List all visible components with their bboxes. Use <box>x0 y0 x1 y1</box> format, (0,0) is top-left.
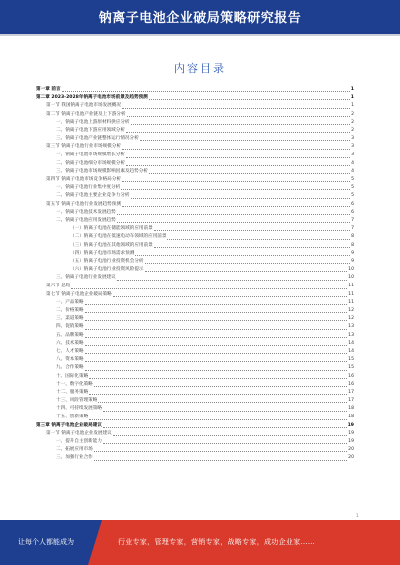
toc-leader-dots <box>126 156 350 158</box>
toc-entry[interactable] <box>36 168 354 176</box>
toc-entry-page: 7 <box>351 217 354 223</box>
toc-entry[interactable] <box>36 315 354 323</box>
toc-entry[interactable] <box>36 454 354 462</box>
toc-entry-title: 一、提升自主创新能力 <box>56 439 102 445</box>
toc-entry[interactable] <box>36 201 354 209</box>
toc-leader-dots <box>89 377 347 379</box>
toc-entry-title: 二、钠离子电池主要企业竞争力分析 <box>56 193 130 199</box>
toc-entry-page: 10 <box>348 275 354 281</box>
toc-leader-dots <box>131 123 351 125</box>
toc-leader-dots <box>154 246 350 248</box>
toc-leader-dots <box>122 180 350 182</box>
toc-entry-title: 十四、可持续发展策略 <box>56 406 102 412</box>
toc-entry-page: 10 <box>348 267 354 273</box>
report-header-bar <box>0 0 400 34</box>
toc-entry-title: 第七节 钠离子电池企业破局策略 <box>46 291 112 297</box>
table-of-contents <box>36 86 354 463</box>
toc-entry-page: 1 <box>350 95 354 101</box>
toc-entry-page: 1 <box>350 86 354 92</box>
toc-entry[interactable] <box>36 233 354 241</box>
toc-entry[interactable] <box>36 364 354 372</box>
toc-leader-dots <box>85 352 348 354</box>
toc-entry[interactable] <box>36 176 354 184</box>
toc-entry-page: 2 <box>351 111 354 117</box>
toc-entry-page: 4 <box>351 160 354 166</box>
toc-entry-title: （二）钠离子电池在低速电动车领域的应用前景 <box>70 234 167 240</box>
toc-leader-dots <box>154 229 350 231</box>
toc-entry-page: 3 <box>351 152 354 158</box>
toc-leader-dots <box>117 279 347 281</box>
toc-entry-title: （五）钠离子电池行业投资机会分析 <box>70 258 144 264</box>
toc-entry-title: 四、促销策略 <box>56 324 84 330</box>
toc-entry[interactable] <box>36 127 354 135</box>
toc-entry-page: 14 <box>348 340 354 346</box>
toc-entry[interactable] <box>36 119 354 127</box>
toc-entry-title: 七、人才策略 <box>56 348 84 354</box>
toc-entry[interactable] <box>36 152 354 160</box>
toc-entry[interactable] <box>36 283 354 291</box>
toc-entry-title: 十一、数字化策略 <box>56 381 93 387</box>
footer-slogan-left: 让每个人都能成为 <box>18 538 74 546</box>
toc-leader-dots <box>62 90 350 92</box>
toc-leader-dots <box>113 295 347 297</box>
toc-entry-page: 18 <box>348 414 354 420</box>
toc-entry-page: 9 <box>351 250 354 256</box>
toc-entry[interactable] <box>36 373 354 381</box>
toc-entry[interactable] <box>36 340 354 348</box>
toc-entry-page: 12 <box>348 316 354 322</box>
toc-entry-page: 11 <box>348 291 354 297</box>
toc-entry[interactable] <box>36 332 354 340</box>
toc-entry-page: 20 <box>348 455 354 461</box>
toc-leader-dots <box>89 418 347 420</box>
toc-leader-dots <box>98 401 347 403</box>
toc-entry[interactable] <box>36 94 354 102</box>
toc-entry[interactable] <box>36 258 354 266</box>
toc-leader-dots <box>135 254 350 256</box>
toc-entry[interactable] <box>36 438 354 446</box>
toc-entry-page: 15 <box>348 357 354 363</box>
toc-entry-page: 19 <box>348 430 354 436</box>
toc-leader-dots <box>149 172 350 174</box>
toc-entry-page: 9 <box>351 258 354 264</box>
toc-entry[interactable] <box>36 323 354 331</box>
report-title: 钠离子电池企业破局策略研究报告 <box>98 11 302 26</box>
toc-leader-dots <box>127 115 351 117</box>
toc-entry-page: 5 <box>351 185 354 191</box>
footer-banner <box>0 520 400 565</box>
toc-title: 内容目录 <box>174 62 226 75</box>
toc-entry[interactable] <box>36 209 354 217</box>
toc-entry-page: 6 <box>351 209 354 215</box>
toc-entry-page: 14 <box>348 348 354 354</box>
toc-leader-dots <box>85 336 348 338</box>
toc-entry-title: （三）钠离子电池在其他领域的应用前景 <box>70 242 153 248</box>
toc-entry[interactable] <box>36 135 354 143</box>
toc-entry[interactable] <box>36 274 354 282</box>
toc-entry[interactable] <box>36 356 354 364</box>
toc-entry-title: 第三节 钠离子电池行业市场规模分析 <box>46 144 121 150</box>
toc-entry-page: 16 <box>348 381 354 387</box>
toc-entry[interactable] <box>36 160 354 168</box>
toc-entry[interactable] <box>36 422 354 430</box>
toc-entry-page: 15 <box>348 365 354 371</box>
toc-entry[interactable] <box>36 225 354 233</box>
toc-entry-page: 8 <box>351 242 354 248</box>
toc-entry-title: （四）钠离子电池市场需求预测 <box>70 250 135 256</box>
page-number: 1 <box>356 513 359 518</box>
toc-entry[interactable] <box>36 86 354 94</box>
toc-entry-title: 一、产品策略 <box>56 299 84 305</box>
toc-leader-dots <box>167 238 350 240</box>
toc-leader-dots <box>122 148 350 150</box>
toc-entry-title: 三、钠离子电池产业链整体运行情况分析 <box>56 136 139 142</box>
toc-entry-title: 三、钠离子电池行业发展建议 <box>56 275 116 281</box>
toc-leader-dots <box>85 303 348 305</box>
toc-leader-dots <box>103 410 347 412</box>
toc-entry-page: 4 <box>351 168 354 174</box>
toc-leader-dots <box>121 188 350 190</box>
toc-leader-dots <box>89 393 347 395</box>
toc-entry-page: 11 <box>348 283 354 289</box>
toc-entry-title: 第二章 2023-2028年钠离子电池市场前景及趋势预测 <box>36 95 148 101</box>
header-divider <box>0 34 400 36</box>
toc-entry-page: 8 <box>351 234 354 240</box>
toc-entry-title: 一、钠离子电池市场规模增长分析 <box>56 152 125 158</box>
toc-entry[interactable] <box>36 102 354 110</box>
toc-entry-page: 3 <box>351 136 354 142</box>
toc-entry-title: 二、钠离子电池应用发展趋势 <box>56 217 116 223</box>
toc-entry[interactable] <box>36 242 354 250</box>
toc-entry-title: 第三章 钠离子电池企业破局建议 <box>36 422 102 428</box>
toc-entry[interactable] <box>36 266 354 274</box>
toc-entry-title: 第四节 钠离子电池市场竞争格局分析 <box>46 177 121 183</box>
toc-entry-title: （六）钠离子电池行业投资风险提示 <box>70 267 144 273</box>
toc-entry[interactable] <box>36 389 354 397</box>
toc-entry[interactable] <box>36 405 354 413</box>
toc-entry[interactable] <box>36 381 354 389</box>
footer-slogan-right: 行业专家，管理专家，营销专家，战略专家，成功企业家…… <box>118 538 316 546</box>
toc-leader-dots <box>145 270 348 272</box>
toc-entry-page: 6 <box>351 201 354 207</box>
toc-entry[interactable] <box>36 397 354 405</box>
toc-entry[interactable] <box>36 143 354 151</box>
toc-leader-dots <box>94 450 347 452</box>
toc-entry[interactable] <box>36 307 354 315</box>
toc-entry-page: 11 <box>348 299 354 305</box>
toc-leader-dots <box>117 221 350 223</box>
toc-entry-page: 2 <box>351 127 354 133</box>
toc-leader-dots <box>145 262 351 264</box>
toc-entry-page: 2 <box>351 119 354 125</box>
toc-leader-dots <box>85 369 348 371</box>
toc-entry-title: 三、加强行业合作 <box>56 455 93 461</box>
toc-entry-page: 1 <box>351 103 354 109</box>
toc-entry-page: 19 <box>347 422 354 428</box>
toc-entry-page: 20 <box>348 447 354 453</box>
toc-leader-dots <box>85 344 348 346</box>
toc-entry-title: 第一章 前言 <box>36 86 61 92</box>
toc-entry-page: 7 <box>351 226 354 232</box>
toc-leader-dots <box>126 164 350 166</box>
toc-entry-page: 19 <box>348 439 354 445</box>
toc-entry-title: 二、钠离子电池细分市场规模分析 <box>56 160 125 166</box>
toc-leader-dots <box>131 197 351 199</box>
toc-entry-title: 十二、服务策略 <box>56 389 89 395</box>
toc-entry-title: 第五节 钠离子电池行业发展趋势预测 <box>46 201 121 207</box>
toc-entry-page: 13 <box>348 324 354 330</box>
toc-entry-page: 17 <box>348 389 354 395</box>
toc-entry[interactable] <box>36 217 354 225</box>
toc-entry-title: 五、品牌策略 <box>56 332 84 338</box>
toc-entry-title: 第二节 钠离子电池产业链及上下游分析 <box>46 111 126 117</box>
toc-leader-dots <box>122 205 350 207</box>
toc-leader-dots <box>140 139 350 141</box>
toc-entry-title: 十、国际化策略 <box>56 373 89 379</box>
toc-entry-page: 5 <box>351 177 354 183</box>
toc-entry-title: 十三、风险管理策略 <box>56 398 98 404</box>
toc-entry-page: 5 <box>351 193 354 199</box>
toc-leader-dots <box>103 426 347 428</box>
toc-entry-title: 九、合作策略 <box>56 365 84 371</box>
toc-leader-dots <box>122 107 350 109</box>
toc-leader-dots <box>85 328 348 330</box>
toc-entry[interactable] <box>36 430 354 438</box>
toc-entry-title: 一、钠离子电池行业集中度分析 <box>56 185 121 191</box>
toc-entry-page: 16 <box>348 373 354 379</box>
toc-leader-dots <box>117 213 350 215</box>
toc-leader-dots <box>126 131 350 133</box>
toc-entry-title: 二、拓展应用市场 <box>56 447 93 453</box>
toc-entry-title: 二、价格策略 <box>56 308 84 314</box>
toc-entry-page: 12 <box>348 308 354 314</box>
toc-entry[interactable] <box>36 250 354 258</box>
toc-entry-title: 一、钠离子电池技术发展趋势 <box>56 209 116 215</box>
toc-leader-dots <box>71 287 347 289</box>
toc-entry-title: 第一节 我国钠离子电池市场发展概况 <box>46 103 121 109</box>
toc-entry-title: 八、资本策略 <box>56 357 84 363</box>
toc-entry-page: 3 <box>351 144 354 150</box>
toc-leader-dots <box>85 311 348 313</box>
toc-entry[interactable] <box>36 299 354 307</box>
toc-entry-title: 第六节 总结 <box>46 283 71 289</box>
toc-leader-dots <box>85 360 348 362</box>
toc-entry[interactable] <box>36 414 354 422</box>
toc-entry-title: 三、渠道策略 <box>56 316 84 322</box>
toc-leader-dots <box>149 98 350 100</box>
toc-entry-title: 一、钠离子电池上游原材料供应分析 <box>56 119 130 125</box>
toc-entry-page: 18 <box>348 406 354 412</box>
toc-entry-page: 17 <box>348 398 354 404</box>
toc-entry-title: 六、技术策略 <box>56 340 84 346</box>
toc-entry[interactable] <box>36 111 354 119</box>
toc-entry-page: 13 <box>348 332 354 338</box>
toc-leader-dots <box>103 442 347 444</box>
toc-leader-dots <box>85 319 348 321</box>
toc-entry[interactable] <box>36 291 354 299</box>
toc-entry-title: 三、钠离子电池市场规模影响因素及趋势分析 <box>56 168 148 174</box>
toc-entry[interactable] <box>36 446 354 454</box>
toc-entry-title: 二、钠离子电池下游应用领域分析 <box>56 127 125 133</box>
toc-leader-dots <box>94 459 347 461</box>
toc-entry[interactable] <box>36 348 354 356</box>
toc-leader-dots <box>113 434 347 436</box>
toc-entry-title: （一）钠离子电池在储能领域的应用前景 <box>70 226 153 232</box>
toc-entry-title: 十五、创新策略 <box>56 414 89 420</box>
toc-entry[interactable] <box>36 184 354 192</box>
toc-entry[interactable] <box>36 192 354 200</box>
toc-leader-dots <box>94 385 347 387</box>
toc-entry-title: 第一节 钠离子电池企业发展建议 <box>46 430 112 436</box>
